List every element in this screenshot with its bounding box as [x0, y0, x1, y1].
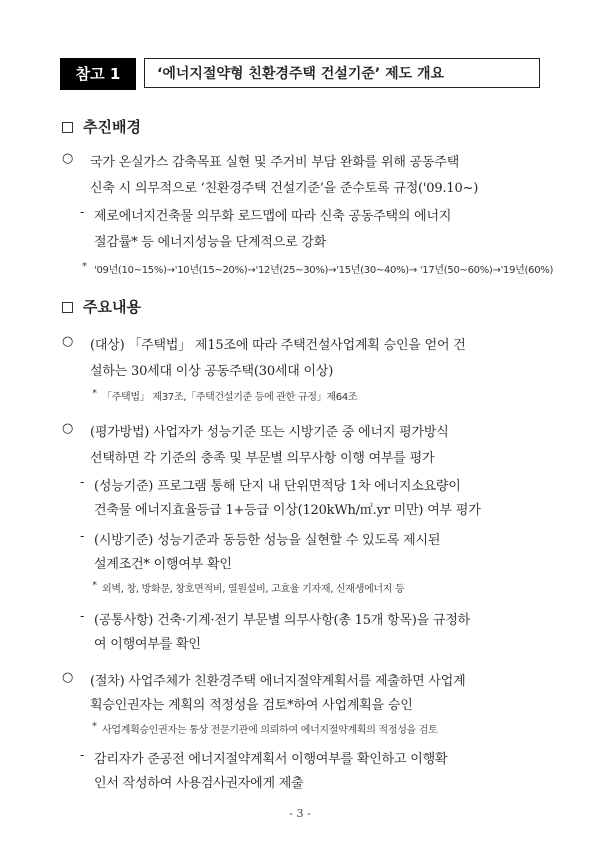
paragraph-line: 인서 작성하여 사용검사권자에게 제출 [94, 776, 304, 791]
section-heading-background [62, 116, 141, 137]
paragraph-line: 국가 온실가스 감축목표 실현 및 주거비 부담 완화를 위해 공동주택 [90, 155, 460, 170]
paragraph-line: (시방기준) 성능기준과 동등한 성능을 실현할 수 있도록 제시된 [94, 533, 441, 548]
reference-header [60, 58, 542, 90]
paragraph-line: 제로에너지건축물 의무화 로드맵에 따라 신축 공동주택의 에너지 [94, 209, 452, 224]
paragraph-line: 절감률* 등 에너지성능을 단계적으로 강화 [94, 235, 327, 250]
reference-tag: 참고 1 [60, 58, 136, 90]
footnote-mark: * [92, 721, 97, 732]
dash-bullet: - [80, 529, 85, 544]
circle-bullet-icon: ○ [62, 670, 74, 685]
dash-bullet: - [80, 205, 85, 220]
paragraph-line: (평가방법) 사업자가 성능기준 또는 시방기준 중 에너지 평가방식 [90, 425, 449, 440]
paragraph-line: 감리자가 준공전 에너지절약계획서 이행여부를 확인하고 이행확 [94, 752, 448, 767]
paragraph-line: 설하는 30세대 이상 공동주택(30세대 이상) [90, 364, 334, 379]
footnote: 「주택법」 제37조,「주택건설기준 등에 관한 규정」제64조 [102, 392, 358, 403]
circle-bullet-icon: ○ [62, 421, 74, 436]
section-title: 주요내용 [83, 298, 141, 316]
footnote-mark: * [92, 388, 97, 399]
square-bullet-icon [62, 302, 73, 313]
paragraph-line: (공통사항) 건축·기계·전기 부문별 의무사항(총 15개 항목)을 규정하 [94, 613, 471, 628]
paragraph-line: 선택하면 각 기준의 충족 및 부문별 의무사항 이행 여부를 평가 [90, 451, 435, 466]
paragraph-line: (대상) 「주택법」 제15조에 따라 주택건설사업계획 승인을 얻어 건 [90, 338, 466, 353]
footnote: 사업계획승인권자는 통상 전문기관에 의뢰하여 에너지절약계획의 적정성을 검토 [102, 725, 438, 736]
paragraph-line: (절차) 사업주체가 친환경주택 에너지절약계획서를 제출하면 사업계 [90, 674, 466, 689]
section-heading-contents [62, 296, 141, 317]
footnote-mark: * [92, 580, 97, 591]
dash-bullet: - [80, 475, 85, 490]
paragraph-line: 여 이행여부를 확인 [94, 637, 201, 652]
dash-bullet: - [80, 748, 85, 763]
paragraph-line: (성능기준) 프로그램 통해 단지 내 단위면적당 1차 에너지소요량이 [94, 479, 461, 494]
square-bullet-icon [62, 122, 73, 133]
circle-bullet-icon: ○ [62, 151, 74, 166]
dash-bullet: - [80, 609, 85, 624]
section-title: 추진배경 [83, 118, 141, 136]
circle-bullet-icon: ○ [62, 334, 74, 349]
paragraph-line: 획승인권자는 계획의 적정성을 검토*하여 사업계획을 승인 [90, 698, 413, 713]
paragraph-line: 신축 시 의무적으로 ‘친환경주택 건설기준’을 준수토록 규정('09.10~) [90, 181, 479, 196]
paragraph-line: 건축물 에너지효율등급 1+등급 이상(120kWh/㎡.yr 미만) 여부 평가 [94, 503, 481, 518]
footnote: '09년(10~15%)→'10년(15~20%)→'12년(25~30%)→'15년(30~40%)→ '17년(50~60%)→'19년(60%) [94, 265, 554, 276]
paragraph-line: 설계조건* 이행여부 확인 [94, 557, 232, 572]
footnote-mark: * [82, 261, 87, 272]
reference-title: ‘에너지절약형 친환경주택 건설기준’ 제도 개요 [144, 58, 540, 88]
page-number: - 3 - [289, 807, 311, 820]
footnote: 외벽, 창, 방화문, 창호면적비, 열원설비, 고효율 기자재, 신재생에너지 등 [102, 584, 405, 595]
